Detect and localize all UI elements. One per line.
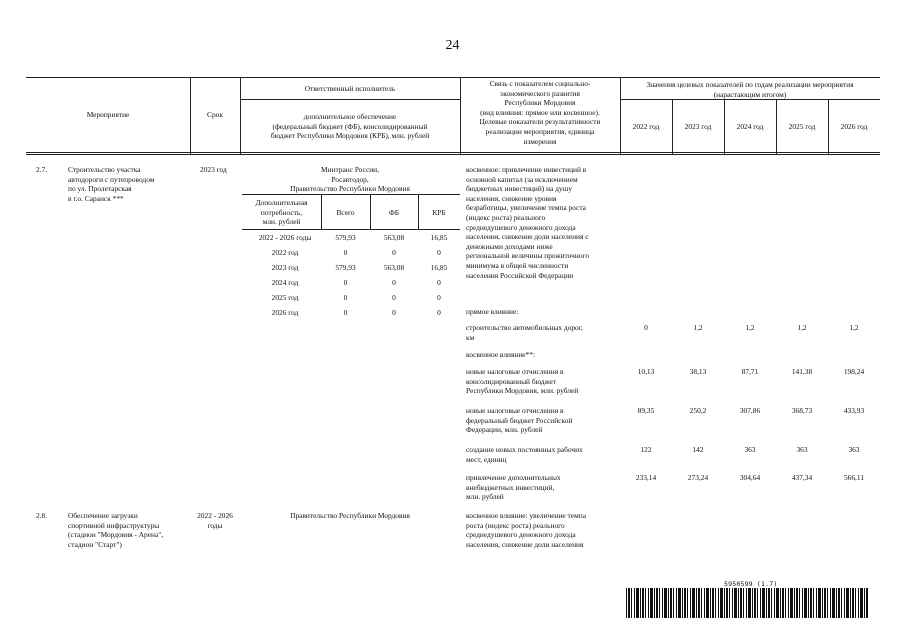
indicator-value-2022: 122 (640, 445, 652, 454)
header-responsible: Ответственный исполнитель (304, 84, 396, 93)
funding-krb: 0 (437, 293, 441, 302)
funding-period: 2025 год (271, 293, 299, 302)
indicator-value-2023: 142 (692, 445, 704, 454)
funding-total: 0 (343, 293, 348, 302)
funding-fb: 0 (392, 308, 396, 317)
header-year-2022: 2022 год (632, 122, 660, 131)
indicator-value-2022: 0 (644, 323, 648, 332)
indicator-value-2025: 141,38 (791, 367, 813, 376)
funding-period: 2024 год (271, 278, 299, 287)
indicator-value-2024: 363 (744, 445, 756, 454)
header-link: Связь с показателем социально- экономического развития Республики Мордовия (вид влияния: прямое или косвенное). Целевые показатели результативности реализации мероприятия, единица измерения (479, 79, 601, 146)
indicator-value-2023: 38,13 (689, 367, 707, 376)
indicator-name: новые налоговые отчисления в консолидированный бюджет Республики Мордовия, млн. рублей (466, 367, 579, 396)
funding-fb: 563,08 (383, 233, 405, 242)
funding-krb: 0 (437, 248, 441, 257)
funding-krb: 16,85 (430, 233, 448, 242)
funding-krb: 0 (437, 308, 441, 317)
funding-period: 2022 год (271, 248, 299, 257)
row-2-7-number: 2.7. (36, 165, 48, 174)
indicator-value-2026: 363 (848, 445, 860, 454)
header-year-2024: 2024 год (736, 122, 764, 131)
indicator-value-2023: 273,24 (687, 473, 709, 482)
header-funding: дополнительное обеспечение (федеральный бюджет (ФБ), консолидированный бюджет Республики Мордовия (КРБ), млн. рублей (270, 112, 430, 141)
indicator-value-2025: 437,34 (791, 473, 813, 482)
indicator-value-2022: 89,35 (637, 406, 655, 415)
header-year-2026: 2026 год (840, 122, 868, 131)
row-2-7-event: Строительство участка автодороги с путепроводом по ул. Пролетарская в г.о. Саранск *** (68, 165, 155, 203)
funding-fb: 0 (392, 248, 396, 257)
indicator-value-2024: 87,71 (741, 367, 759, 376)
barcode-icon (626, 588, 868, 618)
funding-fb: 0 (392, 278, 396, 287)
funding-total: 579,93 (335, 263, 356, 272)
indicator-value-2023: 250,2 (689, 406, 707, 415)
funding-period: 2022 - 2026 годы (258, 233, 312, 242)
funding-header-krb: КРБ (432, 208, 446, 217)
header-term: Срок (207, 110, 223, 119)
funding-krb: 0 (437, 278, 441, 287)
funding-fb: 563,08 (383, 263, 405, 272)
row-2-7-indirect-text: косвенное: привлечение инвестиций в основной капитал (за исключением бюджетных инвестиций) на душу населения, снижение уровня безработицы, увеличение темпа роста (индекс роста) реального среднедушевого денежного дохода населения, снижение доли населения с денежными доходами ниже региональной величины прожиточного минимума в общей численности населения Российской Федерации (466, 165, 590, 280)
indicator-value-2023: 1,2 (693, 323, 703, 332)
indicator-name: новые налоговые отчисления в федеральный бюджет Российской Федерации, млн. рублей (466, 406, 573, 435)
indicator-value-2026: 1,2 (849, 323, 859, 332)
row-2-8-term: 2022 - 2026 годы (197, 511, 233, 530)
row-2-7-term: 2023 год (200, 165, 227, 174)
indicator-name: строительство автомобильных дорог, км (466, 323, 583, 342)
funding-krb: 16,85 (430, 263, 448, 272)
header-year-2023: 2023 год (684, 122, 712, 131)
row-2-8-indirect-text: косвенное влияние: увеличение темпа роста (индекс роста) реального среднедушевого денежного дохода населения, снижение доли населения (466, 511, 586, 549)
direct-influence-label: прямое влияние: (466, 307, 519, 316)
header-year-2025: 2025 год (788, 122, 816, 131)
row-2-8-responsible: Правительство Республики Мордовия (290, 511, 410, 520)
funding-header-label: Дополнительная потребность, млн. рублей (255, 198, 308, 227)
indicator-value-2022: 10,13 (637, 367, 655, 376)
indirect-influence-label: косвенное влияние**: (466, 350, 535, 359)
indicator-value-2025: 368,73 (791, 406, 813, 415)
indicator-value-2025: 363 (796, 445, 808, 454)
funding-total: 0 (343, 308, 348, 317)
page-number: 24 (445, 38, 460, 53)
indicator-value-2026: 566,11 (843, 473, 865, 482)
indicator-value-2024: 304,64 (739, 473, 761, 482)
indicator-value-2024: 307,86 (739, 406, 761, 415)
indicator-name: привлечение дополнительных внебюджетных инвестиций, млн. рублей (466, 473, 561, 502)
indicator-value-2024: 1,2 (745, 323, 755, 332)
indicator-value-2026: 433,93 (843, 406, 865, 415)
row-2-7-responsible: Минтранс России, Росавтодор, Правительство Республики Мордовия (290, 165, 410, 194)
indicator-name: создание новых постоянных рабочих мест, единиц (466, 445, 583, 464)
indicator-value-2025: 1,2 (797, 323, 807, 332)
row-2-8-number: 2.8. (36, 511, 48, 520)
funding-period: 2026 год (271, 308, 299, 317)
funding-header-total: Всего (336, 208, 355, 217)
indicator-value-2022: 233,14 (635, 473, 657, 482)
funding-header-fb: ФБ (388, 208, 400, 217)
funding-total: 579,93 (335, 233, 356, 242)
indicator-value-2026: 198,24 (843, 367, 865, 376)
funding-period: 2023 год (271, 263, 299, 272)
funding-fb: 0 (392, 293, 396, 302)
header-values: Значения целевых показателей по годам реализации мероприятия (нарастающим итогом) (646, 80, 854, 99)
header-event: Мероприятие (86, 110, 130, 119)
barcode-number: 5950599 (1.7) (724, 580, 778, 588)
funding-total: 0 (343, 278, 348, 287)
funding-total: 0 (343, 248, 348, 257)
row-2-8-event: Обеспечение загрузки спортивной инфраструктуры (стадион "Мордовия - Арена", стадион "Старт") (68, 511, 164, 549)
